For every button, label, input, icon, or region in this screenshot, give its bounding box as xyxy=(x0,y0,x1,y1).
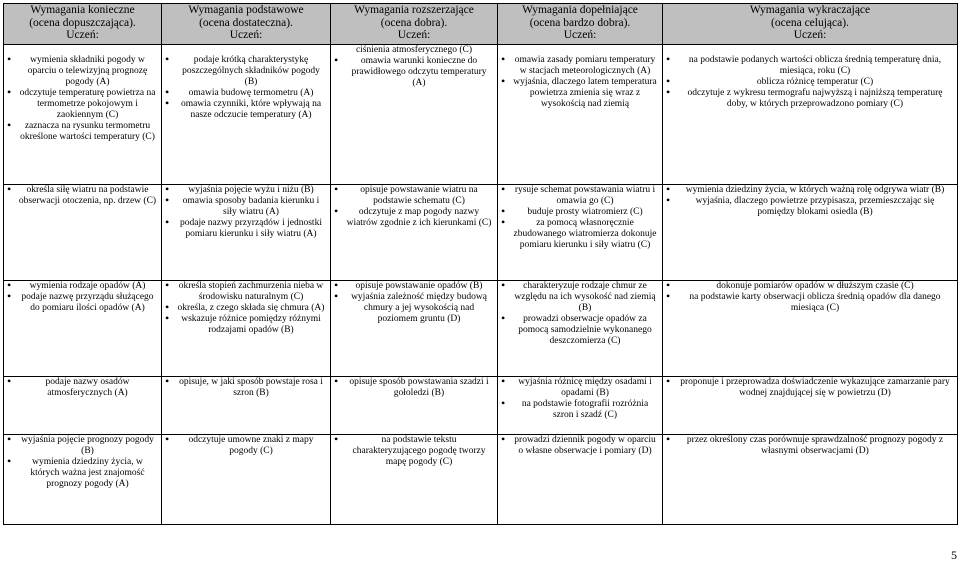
requirement-item: • opisuje powstawanie wiatru na podstawie schematu (C) xyxy=(334,185,494,207)
requirement-item: • za pomocą własnoręcznie zbudowanego wiatromierza dokonuje pomiaru kierunku i siły wiatru (C) xyxy=(501,218,659,251)
page-number: 5 xyxy=(951,548,957,562)
cell-rozszerzajace xyxy=(331,435,498,525)
cell-rozszerzajace xyxy=(331,185,498,281)
requirement-item: • omawia budowę termometru (A) xyxy=(165,88,327,99)
requirement-item: • omawia warunki konieczne do prawidłowego odczytu temperatury (A) xyxy=(334,56,494,89)
cell-wykraczajace xyxy=(663,185,958,281)
requirement-item: • oblicza różnicę temperatur (C) xyxy=(666,77,954,88)
requirement-item: • prowadzi obserwacje opadów za pomocą samodzielnie wykonanego deszczomierza (C) xyxy=(501,314,659,347)
requirement-item: • wyjaśnia pojęcie prognozy pogody (B) xyxy=(7,435,158,457)
requirement-item: • opisuje powstawanie opadów (B) xyxy=(334,281,494,292)
header-row xyxy=(4,4,958,45)
cell-dopelniajace xyxy=(498,377,663,435)
header-grade: (ocena dobra). xyxy=(380,16,448,29)
cell-rozszerzajace xyxy=(331,281,498,377)
requirements-table xyxy=(3,3,958,525)
header-uczen: Uczeń: xyxy=(229,29,263,41)
header-title: Wymagania dopełniające xyxy=(522,4,638,16)
requirement-item: • wyjaśnia różnicę między osadami i opadami (B) xyxy=(501,377,659,399)
requirement-item: • wymienia dziedziny życia, w których ważna jest znajomość prognozy pogody (A) xyxy=(7,457,158,490)
requirement-item: • wyjaśnia, dlaczego powietrze przypisasza, przemieszczając się pomiędzy blokami osiedla (B) xyxy=(666,196,954,218)
row-wiatr xyxy=(4,185,958,281)
requirement-item: • opisuje, w jaki sposób powstaje rosa i szron (B) xyxy=(165,377,327,399)
requirement-item: • wymienia rodzaje opadów (A) xyxy=(7,281,158,292)
header-koniecznie xyxy=(4,4,162,45)
cell-wykraczajace xyxy=(663,281,958,377)
cell-rozszerzajace xyxy=(331,377,498,435)
requirement-item: • proponuje i przeprowadza doświadczenie wykazujące zamarzanie pary wodnej znajdującej się w powietrzu (D) xyxy=(666,377,954,399)
requirement-item: • na podstawie tekstu charakteryzującego pogodę tworzy mapę pogody (C) xyxy=(334,435,494,468)
requirement-item: • określa stopień zachmurzenia nieba w środowisku naturalnym (C) xyxy=(165,281,327,303)
header-dopelniajace xyxy=(498,4,663,45)
header-rozszerzajace xyxy=(331,4,498,45)
header-title: Wymagania wykraczające xyxy=(749,4,871,16)
header-title: Wymagania podstawowe xyxy=(188,4,304,16)
requirement-item: • przez określony czas porównuje sprawdzalność prognozy pogody z własnymi obserwacjami (D) xyxy=(666,435,954,457)
cell-podstawowe xyxy=(162,281,331,377)
cell-wykraczajace xyxy=(663,377,958,435)
cell-konieczne xyxy=(4,281,162,377)
header-uczen: Uczeń: xyxy=(793,29,827,41)
cell-dopelniajace xyxy=(498,45,663,185)
cell-rozszerzajace xyxy=(331,45,498,185)
cell-podstawowe xyxy=(162,435,331,525)
row-prognoza xyxy=(4,435,958,525)
cell-dopelniajace xyxy=(498,281,663,377)
requirement-item: • opisuje sposób powstawania szadzi i gołoledzi (B) xyxy=(334,377,494,399)
requirement-item: • prowadzi dziennik pogody w oparciu o własne obserwacje i pomiary (D) xyxy=(501,435,659,457)
header-title: Wymagania konieczne xyxy=(30,4,135,16)
header-uczen: Uczeń: xyxy=(397,29,431,41)
cell-konieczne xyxy=(4,435,162,525)
header-grade: (ocena dostateczna). xyxy=(199,16,293,29)
requirement-item: • na podstawie karty obserwacji oblicza średnią opadów dla danego miesiąca (C) xyxy=(666,292,954,314)
cell-wykraczajace xyxy=(663,45,958,185)
header-grade: (ocena bardzo dobra). xyxy=(529,16,631,29)
requirement-item: • dokonuje pomiarów opadów w dłuższym czasie (C) xyxy=(666,281,954,292)
requirement-continuation: ciśnienia atmosferycznego (C) xyxy=(355,45,473,55)
header-podstawowe xyxy=(162,4,331,45)
requirement-item: • omawia sposoby badania kierunku i siły wiatru (A) xyxy=(165,196,327,218)
requirement-item: • wymienia dziedziny życia, w których ważną rolę odgrywa wiatr (B) xyxy=(666,185,954,196)
requirement-item: • odczytuje z wykresu termografu najwyższą i najniższą temperaturę doby, w których przeprowadzono pomiary (C) xyxy=(666,88,954,110)
requirement-item: • odczytuje umowne znaki z mapy pogody (C) xyxy=(165,435,327,457)
cell-podstawowe xyxy=(162,185,331,281)
header-uczen: Uczeń: xyxy=(66,29,99,41)
requirement-item: • określa, z czego składa się chmura (A) xyxy=(165,303,327,314)
requirement-item: • zaznacza na rysunku termometru określone wartości temperatury (C) xyxy=(7,121,158,143)
cell-podstawowe xyxy=(162,377,331,435)
requirement-item: • wskazuje różnice pomiędzy różnymi rodzajami opadów (B) xyxy=(165,314,327,336)
requirement-item: • podaje nazwę przyrządu służącego do pomiaru ilości opadów (A) xyxy=(7,292,158,314)
requirement-item: • wyjaśnia pojęcie wyżu i niżu (B) xyxy=(165,185,327,196)
header-uczen: Uczeń: xyxy=(563,29,597,41)
header-grade: (ocena dopuszczająca). xyxy=(29,16,136,29)
requirement-item: • podaje krótką charakterystykę poszczególnych składników pogody (B) xyxy=(165,55,327,88)
requirement-item: • na podstawie podanych wartości oblicza średnią temperaturę dnia, miesiąca, roku (C) xyxy=(666,55,954,77)
cell-konieczne xyxy=(4,377,162,435)
requirement-item: • odczytuje temperaturę powietrza na termometrze pokojowym i zaokiennym (C) xyxy=(7,88,158,121)
requirement-item: • na podstawie fotografii rozróżnia szron i szadź (C) xyxy=(501,399,659,421)
requirement-item: • podaje nazwy osadów atmosferycznych (A) xyxy=(7,377,158,399)
requirement-item: • charakteryzuje rodzaje chmur ze względu na ich wysokość nad ziemią (B) xyxy=(501,281,659,314)
row-opady xyxy=(4,281,958,377)
requirement-item: • rysuje schemat powstawania wiatru i omawia go (C) xyxy=(501,185,659,207)
requirement-item: • podaje nazwy przyrządów i jednostki pomiaru kierunku i siły wiatru (A) xyxy=(165,218,327,240)
requirement-item: • odczytuje z map pogody nazwy wiatrów zgodnie z ich kierunkami (C) xyxy=(334,207,494,229)
requirement-item: • buduje prosty wiatromierz (C) xyxy=(501,207,659,218)
requirement-item: • wyjaśnia, dlaczego latem temperatura powietrza zmienia się wraz z wysokością nad ziemią xyxy=(501,77,659,110)
requirement-item: • wymienia składniki pogody w oparciu o telewizyjną prognozę pogody (A) xyxy=(7,55,158,88)
cell-dopelniajace xyxy=(498,435,663,525)
header-grade: (ocena celująca). xyxy=(771,16,849,29)
cell-dopelniajace xyxy=(498,185,663,281)
row-temperatura xyxy=(4,45,958,185)
requirement-item: • wyjaśnia zależność między budową chmury a jej wysokością nad poziomem gruntu (D) xyxy=(334,292,494,325)
cell-konieczne xyxy=(4,45,162,185)
header-title: Wymagania rozszerzające xyxy=(354,4,474,16)
requirement-item: • omawia zasady pomiaru temperatury w stacjach meteorologicznych (A) xyxy=(501,55,659,77)
header-wykraczajace xyxy=(663,4,958,45)
cell-wykraczajace xyxy=(663,435,958,525)
cell-konieczne xyxy=(4,185,162,281)
row-osady xyxy=(4,377,958,435)
requirement-item: • określa siłę wiatru na podstawie obserwacji otoczenia, np. drzew (C) xyxy=(7,185,158,207)
cell-podstawowe xyxy=(162,45,331,185)
requirement-item: • omawia czynniki, które wpływają na nasze odczucie temperatury (A) xyxy=(165,99,327,121)
